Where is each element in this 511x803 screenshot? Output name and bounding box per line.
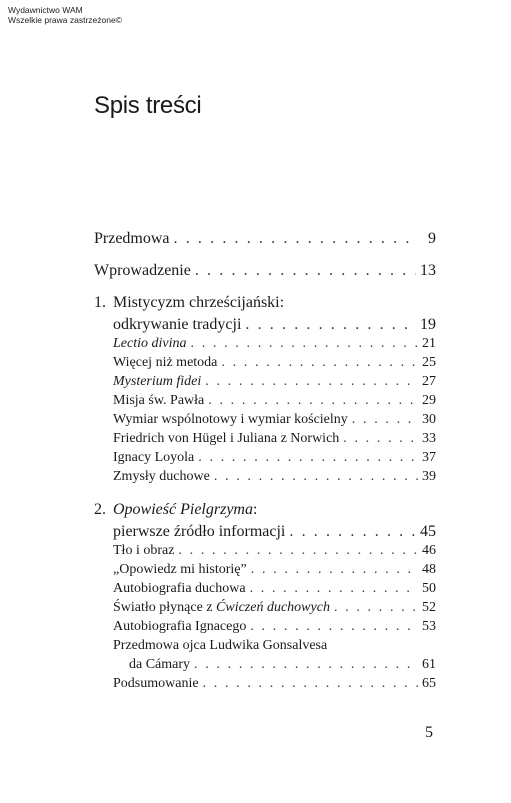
toc-entry[interactable] (113, 543, 436, 559)
toc-entry-chapter-2[interactable] (113, 523, 436, 541)
toc-entry-page: 61 (422, 657, 436, 672)
toc-entry[interactable] (113, 355, 436, 371)
toc-entry-page: 27 (422, 374, 436, 389)
toc-entry[interactable] (129, 657, 436, 673)
toc-entry-label (113, 600, 330, 616)
toc-entry-label-plain: Światło płynące z (113, 600, 217, 615)
toc-entry[interactable] (113, 676, 436, 692)
toc-entry-label: pierwsze źródło informacji (113, 523, 286, 540)
toc-entry-page: 50 (422, 581, 436, 596)
toc-entry-page: 25 (422, 355, 436, 370)
leader-dots (334, 600, 418, 616)
toc-entry-label: Zmysły duchowe (113, 469, 210, 484)
toc-entry-label: Autobiografia Ignacego (113, 619, 247, 634)
toc-entry[interactable] (113, 469, 436, 485)
toc-entry[interactable] (113, 412, 436, 428)
toc-entry-label: „Opowiedz mi historię” (113, 562, 247, 577)
leader-dots (174, 230, 418, 248)
chapter-title-italic: Opowieść Pielgrzyma (113, 501, 253, 518)
toc-entry-page: 65 (422, 676, 436, 691)
toc-entry-label: Podsumowanie (113, 676, 199, 691)
toc-entry[interactable] (113, 600, 436, 616)
toc-entry-label: Mysterium fidei (113, 374, 202, 389)
toc-entry-chapter-1[interactable] (113, 316, 436, 334)
toc-entry-page: 39 (422, 469, 436, 484)
chapter-title: Mistycyzm chrześcijański: (113, 294, 285, 311)
toc-entry-page: 48 (422, 562, 436, 577)
leader-dots (203, 676, 418, 692)
leader-dots (245, 316, 416, 334)
toc-entry-page: 52 (422, 600, 436, 615)
toc-entry-label: Więcej niż metoda (113, 355, 218, 370)
toc-entry-label: Friedrich von Hügel i Juliana z Norwich (113, 431, 340, 446)
toc-entry-page: 29 (422, 393, 436, 408)
chapter-title-colon: : (252, 501, 258, 518)
toc-entry[interactable] (113, 450, 436, 466)
toc-entry-label: Ignacy Loyola (113, 450, 195, 465)
leader-dots (214, 469, 418, 485)
toc-entry[interactable] (113, 581, 436, 597)
leader-dots (191, 336, 419, 352)
leader-dots (289, 523, 416, 541)
toc-entry-label: Wymiar wspólnotowy i wymiar kościelny (113, 412, 348, 427)
leader-dots (178, 543, 418, 559)
toc-entry[interactable] (113, 562, 436, 578)
toc-entry[interactable] (113, 393, 436, 409)
publisher-name: Wydawnictwo WAM (8, 5, 83, 15)
leader-dots (208, 393, 418, 409)
leader-dots (195, 262, 416, 280)
copyright-notice: Wszelkie prawa zastrzeżone© (8, 15, 122, 25)
toc-entry-page: 21 (422, 336, 436, 351)
toc-entry-page: 33 (422, 431, 436, 446)
toc-entry-page: 9 (428, 230, 436, 247)
chapter-number: 2. (94, 501, 106, 518)
toc-entry-label: da Cámary (129, 657, 191, 672)
toc-entry-label: odkrywanie tradycji (113, 316, 242, 333)
toc-entry-label: Autobiografia duchowa (113, 581, 246, 596)
toc-entry[interactable] (113, 374, 436, 390)
toc-entry[interactable] (113, 336, 436, 352)
leader-dots (250, 619, 418, 635)
leader-dots (221, 355, 418, 371)
toc-entry-label: Wprowadzenie (94, 262, 191, 279)
toc-entry-page: 30 (422, 412, 436, 427)
toc-entry-page: 13 (420, 262, 436, 279)
toc-entry-wprowadzenie[interactable] (94, 262, 436, 280)
leader-dots (205, 374, 418, 390)
toc-entry-label-line1: Przedmowa ojca Ludwika Gonsalvesa (113, 638, 328, 653)
chapter-title (113, 501, 257, 519)
toc-entry-label-italic: Ćwiczeń duchowych (216, 600, 330, 615)
toc-entry-page: 19 (420, 316, 436, 333)
toc-entry-page: 37 (422, 450, 436, 465)
leader-dots (343, 431, 418, 447)
leader-dots (198, 450, 418, 466)
page-number: 5 (425, 724, 433, 741)
toc-entry-page: 45 (420, 523, 436, 540)
toc-entry-page: 53 (422, 619, 436, 634)
toc-entry-label: Tło i obraz (113, 543, 175, 558)
page-title: Spis treści (94, 92, 202, 119)
leader-dots (352, 412, 418, 428)
leader-dots (194, 657, 418, 673)
toc-entry-page: 46 (422, 543, 436, 558)
leader-dots (250, 581, 418, 597)
chapter-number: 1. (94, 294, 106, 311)
toc-entry[interactable] (113, 619, 436, 635)
toc-entry-label: Lectio divina (113, 336, 187, 351)
toc-entry[interactable] (113, 431, 436, 447)
publisher-header (8, 5, 122, 25)
toc-entry-przedmowa[interactable] (94, 230, 436, 248)
leader-dots (251, 562, 418, 578)
toc-entry-label: Misja św. Pawła (113, 393, 205, 408)
toc-entry-label: Przedmowa (94, 230, 170, 247)
